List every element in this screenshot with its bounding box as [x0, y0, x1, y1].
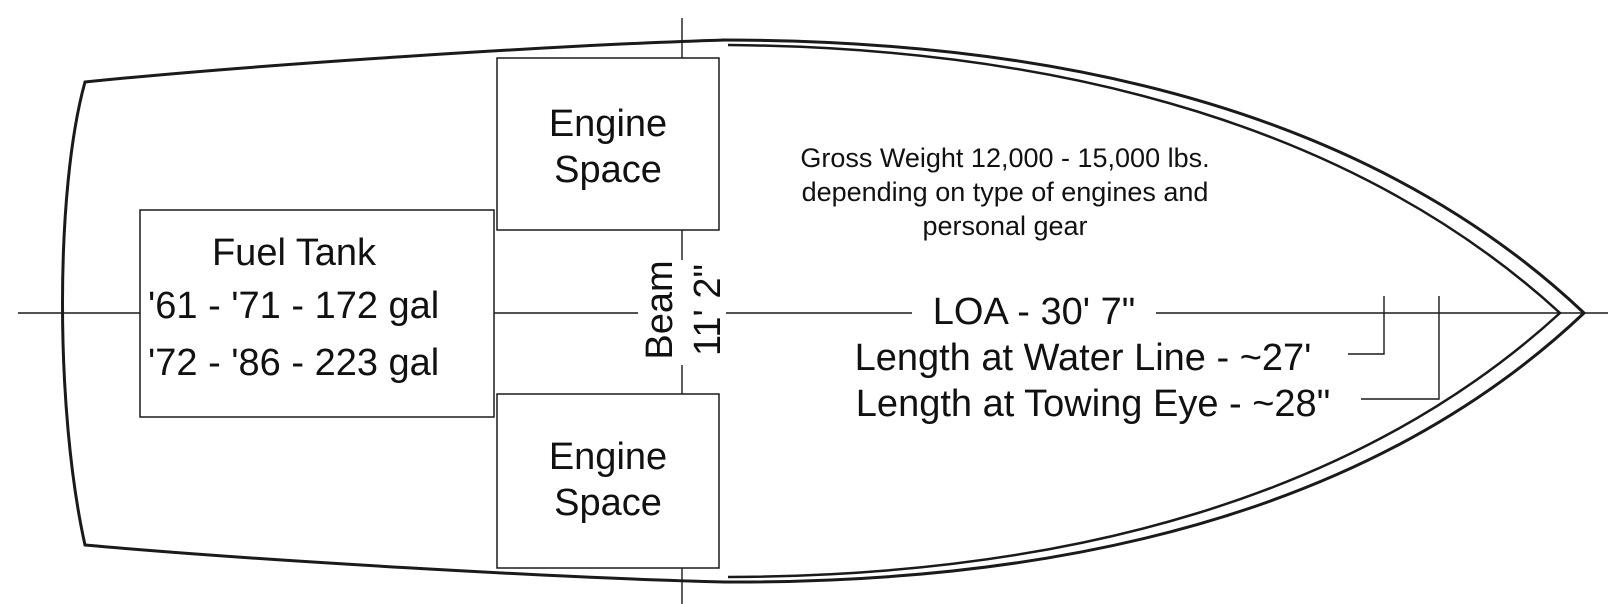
hull-inner-edge: [728, 45, 1560, 577]
waterline-leader: [1348, 296, 1384, 354]
gross-weight-line1: Gross Weight 12,000 - 15,000 lbs.: [800, 143, 1210, 173]
beam-value: 11' 2": [687, 264, 729, 356]
engine-space-top-line1: Engine: [548, 103, 668, 145]
engine-space-top-line2: Space: [554, 149, 662, 191]
engine-space-bottom-box: [497, 394, 719, 568]
towing-eye-leader: [1361, 296, 1439, 399]
loa-label: LOA - 30' 7": [932, 291, 1136, 333]
engine-space-bottom-line2: Space: [554, 482, 662, 524]
towing-eye-label: Length at Towing Eye - ~28": [855, 383, 1331, 425]
length-leaders: [1348, 296, 1439, 399]
gross-weight-line2: depending on type of engines and: [801, 177, 1209, 207]
beam-label: Beam: [639, 260, 681, 360]
waterline-label: Length at Water Line - ~27': [854, 337, 1312, 379]
fuel-tank-title: Fuel Tank: [211, 232, 377, 274]
fuel-tank-capacity-2: '72 - '86 - 223 gal: [148, 342, 440, 384]
engine-space-bottom-line1: Engine: [548, 436, 668, 478]
gross-weight-line3: personal gear: [922, 211, 1088, 241]
hull-outer-edge: [722, 40, 1584, 582]
fuel-tank-capacity-1: '61 - '71 - 172 gal: [148, 285, 440, 327]
